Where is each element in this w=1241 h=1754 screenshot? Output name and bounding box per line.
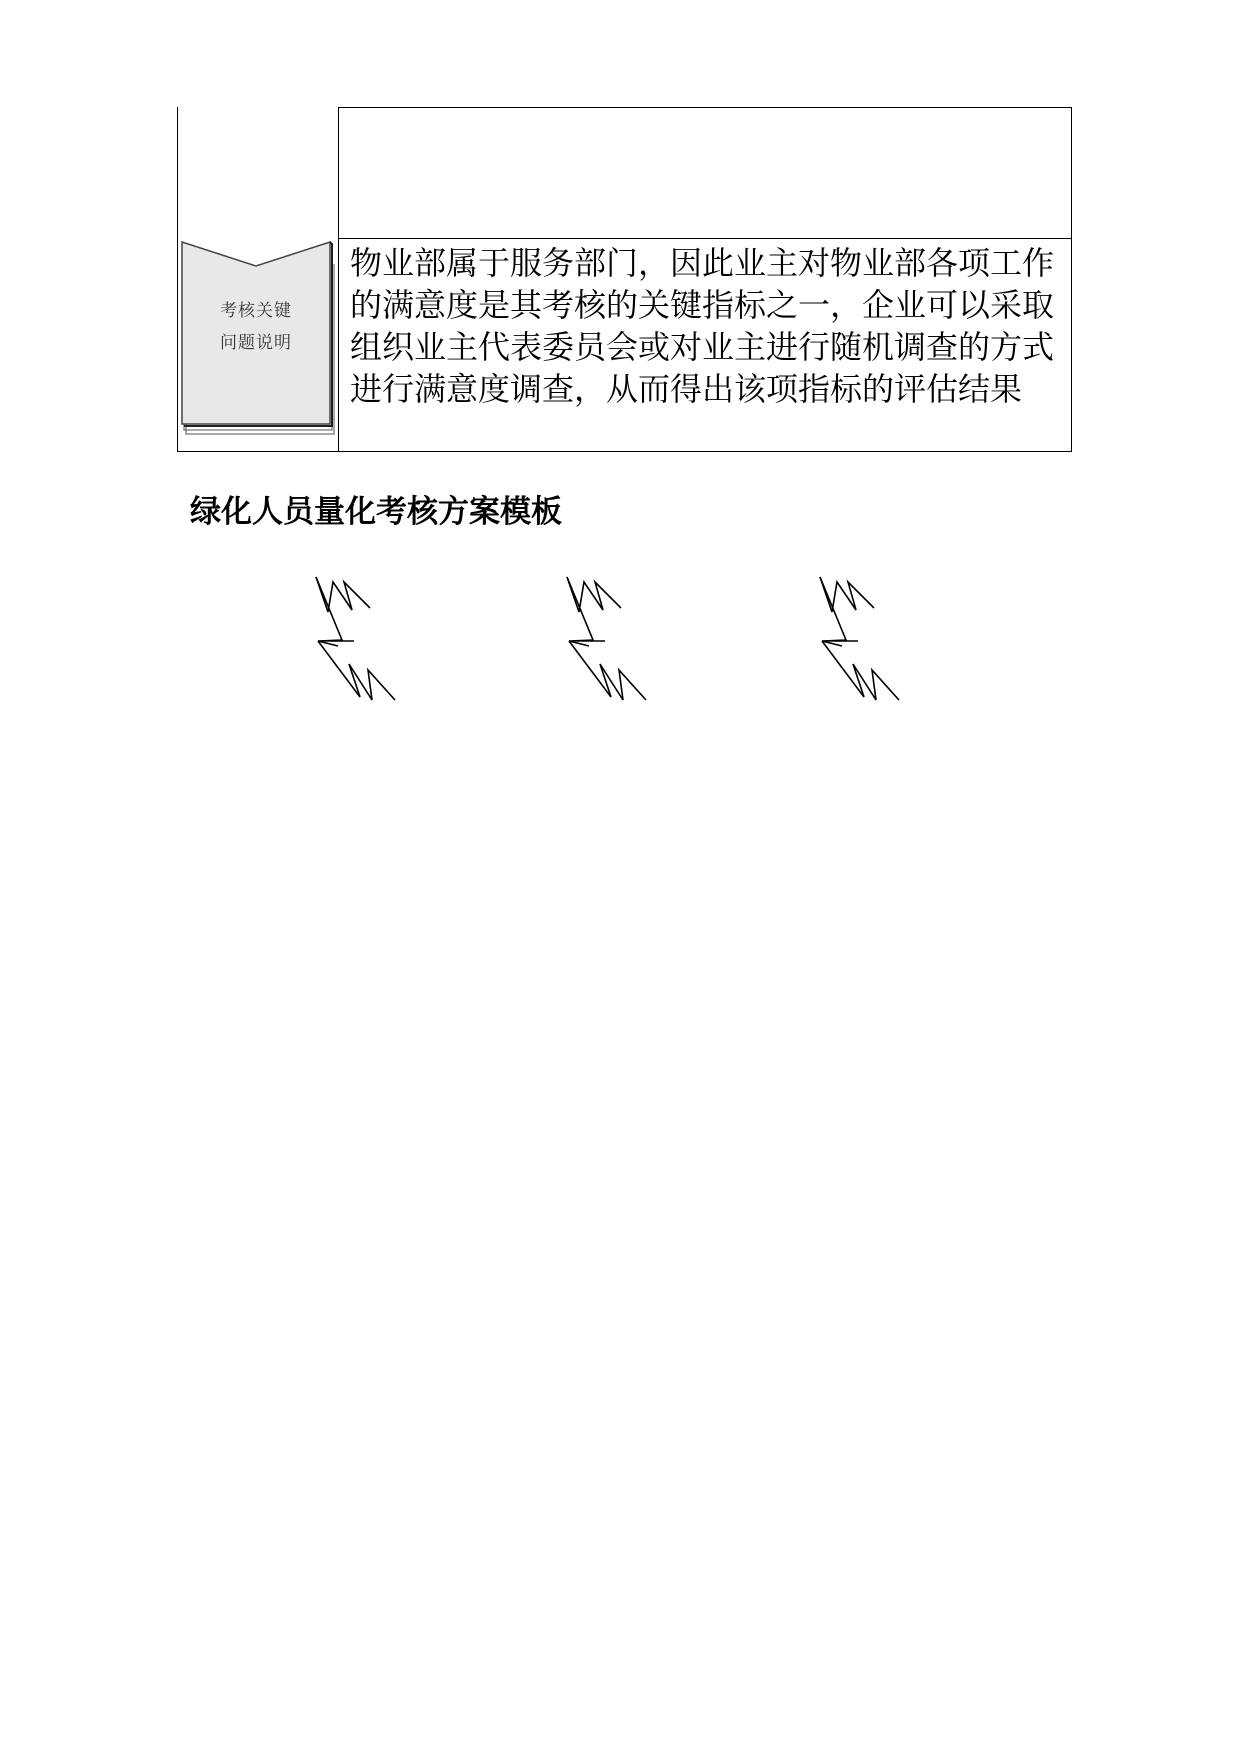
label-line-2: 问题说明 [220, 333, 292, 353]
zigzag-scribble-icon [316, 577, 395, 700]
table-border-divider [338, 107, 339, 452]
table-border-bottom [177, 451, 1072, 452]
table-border-right [1071, 107, 1072, 452]
table-border-left [177, 107, 178, 452]
description-cell: 物业部属于服务部门，因此业主对物业部各项工作的满意度是其考核的关键指标之一，企业可以采取组织业主代表委员会或对业主进行随机调查的方式进行满意度调查，从而得出该项指标的评估结果 [350, 244, 1055, 408]
section-title: 绿化人员量化考核方案模板 [190, 494, 562, 530]
label-line-1: 考核关键 [220, 301, 292, 321]
zigzag-scribble-icon [567, 577, 646, 700]
table-row-separator [338, 238, 1072, 239]
table-border-top [338, 107, 1072, 108]
zigzag-scribble-icon [820, 577, 899, 700]
label-text [186, 295, 326, 359]
